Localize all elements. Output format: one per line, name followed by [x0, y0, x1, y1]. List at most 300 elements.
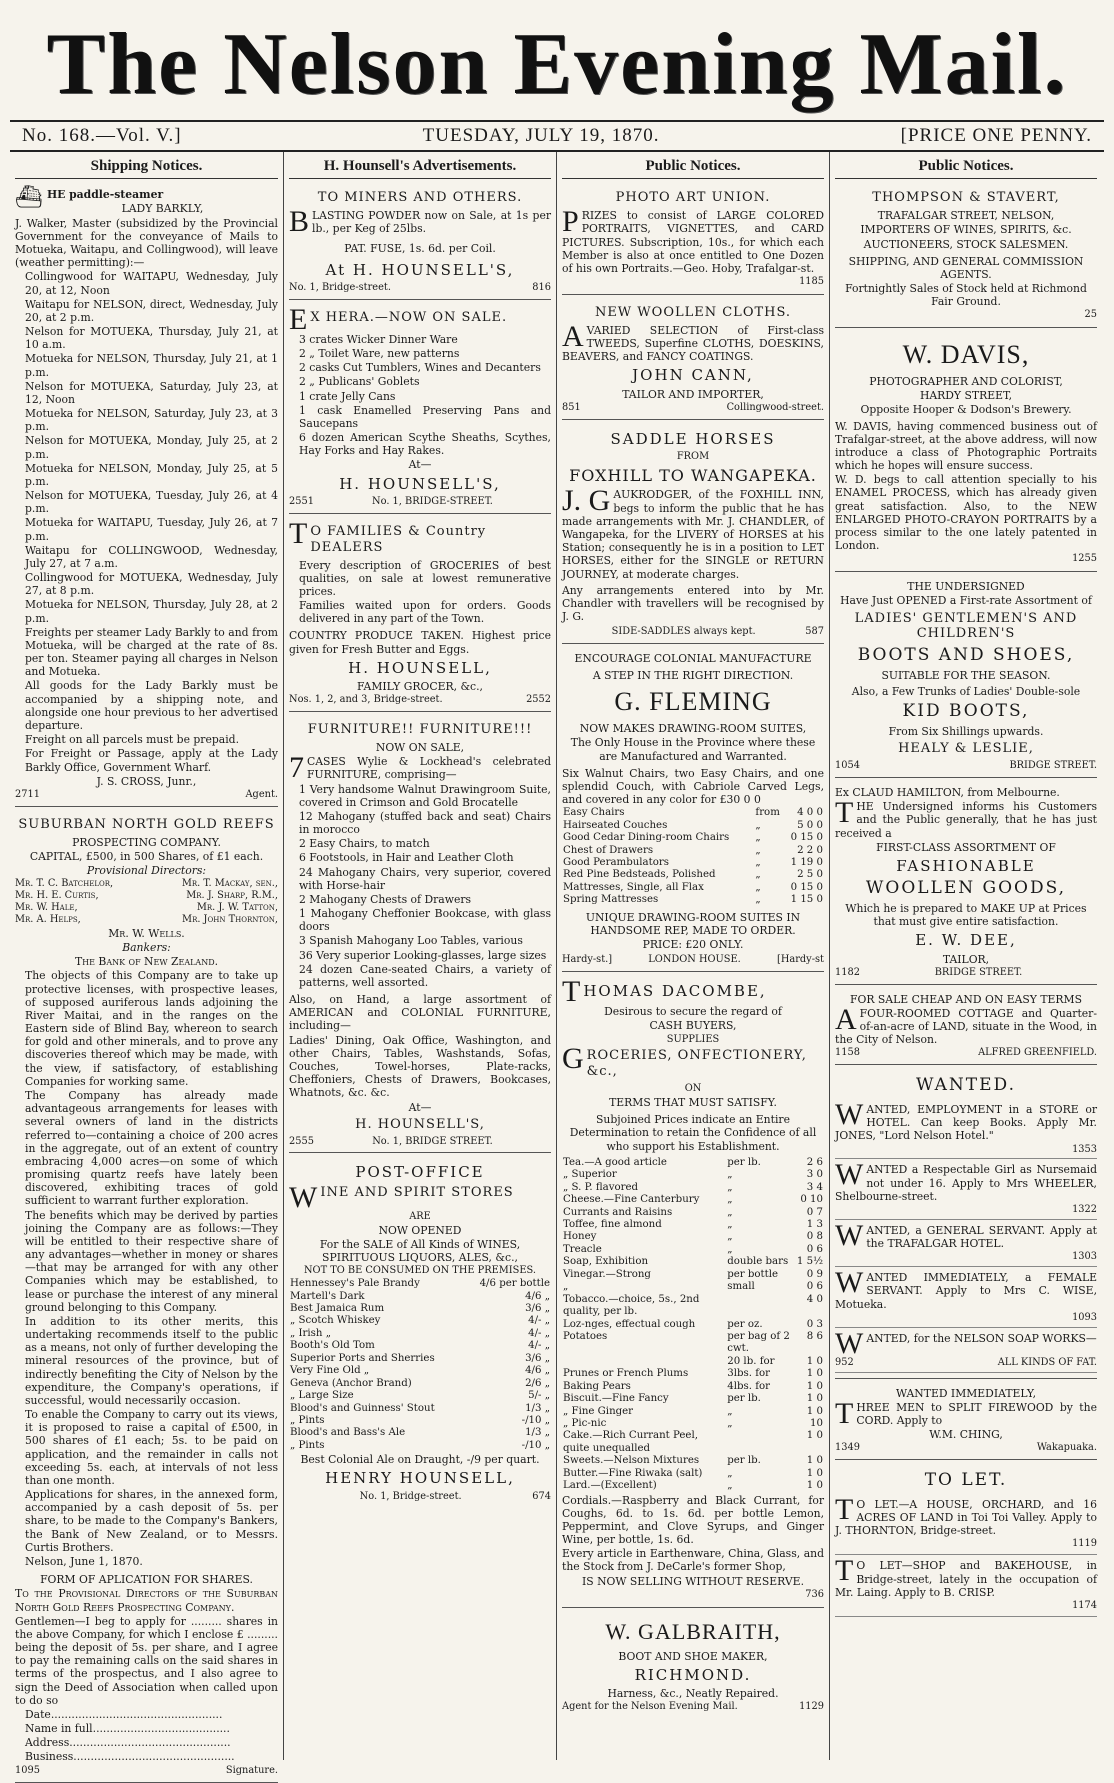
ad-ex-hera: E X HERA.—NOW ON SALE. 3 crates Wicker Dinner Ware 2 „ Toilet Ware, new patterns 2 casks Cut Tumblers, Wines and Decanters 2 „ Publicans' Goblets 1 crate Jelly Cans 1 cask Enamelled Preserving Pans and Saucepans 6 dozen American Scythe Sheaths, Scythes, Hay Forks and Hay Rakes. At— H. HOUNSELL'S, 2551 No. 1, BRIDGE-STREET. — [289, 303, 551, 514]
table-cell: -/10 „ — [521, 1439, 550, 1451]
column-heading: Shipping Notices. — [15, 155, 278, 179]
column-heading: Public Notices. — [562, 155, 824, 179]
shipping-notes — [15, 626, 278, 774]
dacombe-price-row — [562, 1331, 824, 1356]
table-cell: Blood's and Bass's Ale — [290, 1427, 406, 1439]
table-cell: 1 0 — [806, 1405, 823, 1417]
table-cell: Biscuit.—Fine Fancy — [563, 1393, 669, 1405]
ad-ref: 1322 — [1072, 1204, 1097, 1215]
table-cell: 2 5 0 — [797, 869, 823, 881]
table-cell: 5 0 0 — [797, 819, 823, 831]
table-cell: per lb. — [727, 1393, 761, 1405]
table-cell: 4/6 „ — [525, 1290, 550, 1302]
ad-for-sale: FOR SALE CHEAP AND ON EASY TERMS A FOUR-ROOMED COTTAGE and Quarter-of-an-acre of LAND, situate in the Wood, in the City of Nelson. 1158 ALFRED GREENFIELD. — [835, 988, 1097, 1066]
director-name: Mr. W. Hale, — [15, 902, 78, 914]
table-cell: „ — [755, 844, 761, 856]
prospectus-paragraph: The Company has already made advantageous arrangements for leases with several owners of land in the districts referred to—containing a choice of 200 acres in the aggregate, out of an extent of country embracing 4,000 acres—on some of which promising quartz reefs have lately been discovered, exhibiting traces of gold sufficient to warrant further exploration. — [25, 1088, 278, 1208]
table-cell: Best Jamaica Rum — [290, 1303, 385, 1315]
table-cell: „ Pints — [290, 1414, 325, 1426]
sailing-item: Motueka for NELSON, Thursday, July 21, at 1 p.m. — [25, 352, 278, 379]
ad-fleming: ENCOURAGE COLONIAL MANUFACTURE A STEP IN THE RIGHT DIRECTION. G. FLEMING NOW MAKES DRAWING-ROOM SUITES, The Only House in the Province where these are Manufactured and Warranted. Six Walnut Chairs, two Easy Chairs, and one splendid Couch, with Cabriole Carved Legs, and covered in any color for £30 0 0 Easy Chairs from 4 0 0 Hairseated Couches „ 5 0 0 Good Cedar Dining-room Chairs „ 0 15 0 Chest of Drawers „ 2 2 0 Good Perambulators „ 1 19 0 Red Pine Bedsteads, Polished „ 2 5 0 Mattresses, Single, all Flax „ 0 15 0 Spring Mattresses „ 1 15 0 UNIQUE DRAWING-ROOM SUITES IN HANDSOME REP, MADE TO ORDER. PRICE: £20 ONLY. Hardy-st.] LONDON HOUSE. [Hardy-st — [562, 647, 824, 972]
director-name: Mr. A. Helps, — [15, 913, 81, 925]
dacombe-price-row — [562, 1269, 824, 1281]
prospectus-paragraph: The benefits which may be derived by parties joining the Company are as follows:—They will be entitled to their respective share of any advantages—whether in money or shares—that may be arranged for with any other Companies which may be established, to lease or purchase the interest of any mineral ground belonging to this Company. — [25, 1208, 278, 1314]
table-cell: 1 0 — [806, 1467, 823, 1479]
table-cell: „ — [563, 1281, 569, 1293]
table-cell: Baking Pears — [563, 1380, 631, 1392]
table-cell: per oz. — [727, 1318, 763, 1330]
wine-price-row — [289, 1291, 551, 1303]
table-cell: 1 0 — [806, 1480, 823, 1492]
dateline — [10, 122, 1104, 150]
table-cell: „ S. P. flavored — [563, 1181, 639, 1193]
ad-dacombe: T HOMAS DACOMBE, Desirous to secure the regard of CASH BUYERS, SUPPLIES G ROCERIES, ONFECTIONERY, &c., ON TERMS THAT MUST SATISFY. Subjoined Prices indicate an Entire Determination to retain the Confidence of all who support his Establishment. Tea.—A good article per lb. 2 6 „ Superior „ 3 0 „ S. P. flavored „ 3 4 Cheese.—Fine Canterbury „ 0 10 Currants and Raisins „ 0 7 Toffee, fine almond „ 1 3 Honey „ 0 8 Treacle „ 0 6 Soap, Exhibition double bars 1 5½ Vinegar.—Strong per bottle 0 9 „ small 0 6 Tobacco.—choice, 5s., 2nd quality, per lb. 4 0 Loz-nges, effectual cough per oz. 0 3 Potatoes per bag of 2 cwt. 8 6 20 lb. for 1 0 Prunes or French Plums 3lbs. for 1 0 Baking Pears 4lbs. for 1 0 Biscuit.—Fine Fancy per lb. 1 0 „ Fine Ginger „ 1 0 „ Pic-nic „ 10 Cake.—Rich Currant Peel, quite unequalled 1 0 Sweets.—Nelson Mixtures per lb. 1 0 Butter.—Fine Riwaka (salt) „ 1 0 Lard.—(Excellent) „ 1 0 Cordials.—Raspberry and Black Currant, for Coughs, 6d. to 1s. 6d. per bottle Lemon, Peppermint, and Clove Syrups, and Ginger Wine, per bottle, 1s. 6d. Every article in Earthenware, China, Glass, and the Stock from J. DeCarle's former Shop, IS NOW SELLING WITHOUT RESERVE. 736 — [562, 975, 824, 1608]
table-cell: Hennessey's Pale Brandy — [290, 1278, 420, 1290]
table-cell: „ Superior — [563, 1169, 617, 1181]
table-cell: Martell's Dark — [290, 1290, 365, 1302]
director-name: Mr. J. W. Tatton, — [196, 902, 278, 914]
table-cell: 4 0 — [806, 1293, 823, 1305]
dacombe-price-row — [562, 1207, 824, 1219]
furniture-item: 3 Spanish Mahogany Loo Tables, various — [299, 934, 523, 948]
table-cell: per lb. — [727, 1156, 761, 1168]
table-cell: 1 0 — [806, 1355, 823, 1367]
table-cell: 0 10 — [800, 1194, 823, 1206]
shipping-note: Freight on all parcels must be prepaid. — [25, 733, 240, 747]
dacombe-price-row — [562, 1157, 824, 1169]
sailing-item: Nelson for MOTUEKA, Saturday, July 23, at 12, Noon — [25, 379, 278, 406]
ad-gold-reefs: SUBURBAN NORTH GOLD REEFS PROSPECTING COMPANY. CAPITAL, £500, in 500 Shares, of £1 each. Provisional Directors: Mr. T. C. Batchelor, Mr. T. Mackay, sen., Mr. H. E. Curtis, Mr. J. Sharp, R.M., Mr. W. Hale, Mr. J. W. Tatton, Mr. A. Helps, Mr. John Thornton, Mr. W. Wells. Bankers: The Bank of New Zealand. The objects of this Company are to take up protective licenses, with prospective leases, of supposed auriferous lands adjoining the River Maitai, and in the ranges on the Eastern side of Blind Bay, whereon to search for gold and other minerals, and to prove any discoveries thereof which may be made, with the view, if satisfactory, of establishing Companies for working same. The Company has already made advantageous arrangements for leases with several owners of land in the districts referred to—containing a choice of 200 acres in the aggregate, out of an extent of country embracing 4,000 acres—on some of which promising quartz reefs have lately been discovered, exhibiting traces of gold sufficient to warrant further exploration. The benefits which may be derived by parties joining the Company are as follows:—They will be entitled to their respective share of any advantages—whether in money or shares—that may be arranged for with any other Companies which may be established, to lease or purchase the interest of any mineral ground belonging to this Company. In addition to its other merits, this undertaking recommends itself to the public as a means, not only of further developing the mineral resources of the province, but of indirectly benefiting the City of Nelson by the expenditure, the Company's operations, if successful, would necessarily occasion. To enable the Company to carry out its views, it is proposed to raise a capital of £500, in 500 shares of £1 each; 5s. to be paid on application, and the remainder in calls not exceeding 5s. each, at intervals of not less than one month. Applications for shares, in the annexed form, accompanied by a cash deposit of 5s. per share, to be made to the Company's Bankers, the Bank of New Zealand, or to Messrs. Curtis Brothers. Nelson, June 1, 1870. FORM OF APLICATION FOR SHARES. To the Provisional Directors of the Suburban North Gold Reefs Prospecting Company. Gentlemen—I beg to apply for ......... shares in the above Company, for which I enclose £ ......... being the deposit of 5s. per share, and I agree to pay the remaining calls on the said shares in terms of the prospectus, and I also agree to sign the Deed of Association when called upon to do so Date.................................................. Name in full........................................ Address............................................... Business............................................... 1095 Signature. — [15, 810, 278, 1783]
wine-price-row — [289, 1315, 551, 1327]
wanted-body: ANTED, a GENERAL SERVANT. Apply at the TRAFALGAR HOTEL. — [866, 1223, 1097, 1251]
director-name: Mr. John Thornton, — [182, 913, 278, 925]
application-form-fields — [15, 1708, 278, 1764]
wine-price-row — [289, 1390, 551, 1402]
dacombe-price-row — [562, 1480, 824, 1492]
fleming-name: G. FLEMING — [614, 687, 772, 717]
address-part: Hardy-st.] — [562, 954, 613, 966]
table-cell: Red Pine Bedsteads, Polished — [563, 869, 716, 881]
ad-ref: 1303 — [1072, 1251, 1097, 1263]
table-cell: Mattresses, Single, all Flax — [563, 881, 704, 893]
wanted-body: ANTED IMMEDIATELY, a FEMALE SERVANT. Apply to Mrs C. WISE, Motueka. — [835, 1271, 1097, 1311]
dacombe-price-row — [562, 1294, 824, 1319]
steamer-icon: ⛴ — [15, 185, 43, 211]
table-cell: 1/3 „ — [525, 1427, 550, 1439]
ad-wanted-immediately: WANTED IMMEDIATELY, T HREE MEN to SPLIT FIREWOOD by the CORD. Apply to W.M. CHING, 1349 Wakapuaka. — [835, 1382, 1097, 1461]
table-cell: Geneva (Anchor Brand) — [290, 1377, 412, 1389]
table-cell: 0 6 — [806, 1281, 823, 1293]
table-cell: „ — [755, 856, 761, 868]
table-cell: 1 0 — [806, 1455, 823, 1467]
table-cell: Spring Mattresses — [563, 894, 659, 906]
table-cell: 0 7 — [806, 1206, 823, 1218]
table-cell: 4/- „ — [528, 1327, 550, 1339]
table-cell: 0 6 — [806, 1243, 823, 1255]
dacombe-price-row — [562, 1418, 824, 1430]
ad-ref: 1093 — [1072, 1311, 1097, 1323]
director-name: Mr. T. Mackay, sen., — [181, 878, 278, 890]
hera-item: 3 crates Wicker Dinner Ware — [299, 332, 458, 346]
issue-date: TUESDAY, JULY 19, 1870. — [422, 125, 660, 146]
drop-cap: T — [835, 1554, 854, 1588]
table-cell: „ — [727, 1405, 733, 1417]
wanted-body: ANTED a Respectable Girl as Nursemaid not under 16. Apply to Mrs WHEELER, Shelbourne-street. — [835, 1163, 1097, 1203]
table-cell: Superior Ports and Sherries — [290, 1352, 435, 1364]
table-cell: 4/6 „ — [525, 1365, 550, 1377]
hera-item: 6 dozen American Scythe Sheaths, Scythes, Hay Forks and Hay Rakes. — [299, 431, 551, 458]
wanted-tail: ALL KINDS OF FAT. — [997, 1356, 1097, 1368]
column-hounsell — [283, 152, 556, 1760]
wine-price-row — [289, 1278, 551, 1290]
dacombe-price-row — [562, 1169, 824, 1181]
sailing-item: Motueka for WAITAPU, Tuesday, July 26, at 7 p.m. — [25, 516, 278, 543]
hera-item: 2 „ Toilet Ware, new patterns — [299, 347, 460, 361]
table-cell: „ — [727, 1194, 733, 1206]
drop-cap: W — [835, 1218, 864, 1252]
fleming-price-row — [562, 869, 824, 881]
fleming-price-row — [562, 820, 824, 832]
table-cell: Good Cedar Dining-room Chairs — [563, 832, 730, 844]
director-name: Mr. T. C. Batchelor, — [15, 878, 114, 890]
table-cell: 0 15 0 — [790, 832, 823, 844]
dacombe-price-row — [562, 1381, 824, 1393]
table-cell: 4/6 per bottle — [479, 1278, 550, 1290]
wanted-body: ANTED, for the NELSON SOAP WORKS— — [866, 1331, 1097, 1345]
dacombe-price-row — [562, 1468, 824, 1480]
shipping-note: For Freight or Passage, apply at the Lady Barkly Office, Government Wharf. — [25, 747, 278, 774]
table-cell: Booth's Old Tom — [290, 1340, 375, 1352]
form-field: Address............................................... — [25, 1736, 231, 1750]
drop-cap: W — [835, 1158, 864, 1192]
ad-galbraith: W. GALBRAITH, BOOT AND SHOE MAKER, RICHMOND. Harness, &c., Neatly Repaired. Agent for the Nelson Evening Mail. 1129 — [562, 1618, 824, 1713]
wine-price-row — [289, 1440, 551, 1452]
table-cell: Currants and Raisins — [563, 1206, 673, 1218]
table-cell: 0 9 — [806, 1268, 823, 1280]
drop-cap: W — [835, 1266, 864, 1300]
table-cell: 10 — [810, 1418, 823, 1429]
director-row — [15, 878, 278, 890]
furniture-item: 1 Very handsome Walnut Drawingroom Suite, covered in Crimson and Gold Brocatelle — [299, 782, 551, 809]
dacombe-price-row — [562, 1231, 824, 1243]
hera-item: 2 casks Cut Tumblers, Wines and Decanters — [299, 361, 541, 375]
table-cell: 5/- „ — [528, 1390, 550, 1402]
company-prospectus — [15, 969, 278, 1554]
director-list — [15, 878, 278, 926]
sailing-list — [15, 270, 278, 624]
prospectus-paragraph: The objects of this Company are to take up protective licenses, with prospective leases, of supposed auriferous lands adjoining the River Maitai, and in the ranges on the Eastern side of Blind Bay, whereon to search for gold and other minerals, and to prove any discoveries thereof which may be made, with the view, if satisfactory, of establishing Companies for working same. — [25, 969, 278, 1088]
steamer-name: LADY BARKLY, — [121, 202, 204, 216]
column-public-notices-2 — [829, 152, 1102, 1760]
ad-davis: W. DAVIS, PHOTOGRAPHER AND COLORIST, HARDY STREET, Opposite Hooper & Dodson's Brewery. W. DAVIS, having commenced business out of Trafalgar-street, at the above address, will now introduce a class of Photographic Portraits which he hopes will ensure success. W. D. begs to call attention specially to his ENAMEL PROCESS, which has already given great satisfaction. Also, to the NEW ENLARGED PHOTO-CRAYON PORTRAITS by a process similar to the one lately patented in London. 1255 — [835, 331, 1097, 572]
table-cell: „ Scotch Whiskey — [290, 1315, 381, 1327]
issue-price: [PRICE ONE PENNY. — [900, 125, 1092, 146]
wanted-body: ANTED, EMPLOYMENT in a STORE or HOTEL. Can keep Books. Apply Mr. JONES, "Lord Nelson Hotel." — [835, 1103, 1097, 1143]
dacombe-price-row — [562, 1182, 824, 1194]
sailing-item: Nelson for MOTUEKA, Thursday, July 21, at 10 a.m. — [25, 325, 278, 352]
ad-wanted: WANTED. W ANTED, EMPLOYMENT in a STORE or HOTEL. Can keep Books. Apply Mr. JONES, "Lord Nelson Hotel." 1353 W ANTED a Respectable Girl as Nursemaid not under 16. Apply to Mrs WHEELER, Shelbourne-street. 1322 W ANTED, a GENERAL SERVANT. Apply at the TRAFALGAR HOTEL. 1303 W ANTED IMMEDIATELY, a FEMALE SERVANT. Apply to Mrs C. WISE, Motueka. 1093 W ANTED, for the NELSON SOAP WORKS— 952 ALL KINDS OF FAT. — [835, 1068, 1097, 1378]
wanted-footer — [835, 1357, 1097, 1369]
table-cell: „ — [755, 832, 761, 844]
form-field: Name in full........................................ — [25, 1722, 230, 1736]
table-cell: 1 0 — [806, 1368, 823, 1380]
table-cell: „ Pints — [290, 1439, 325, 1451]
table-cell: 3/6 „ — [525, 1352, 550, 1364]
issue-number: No. 168.—Vol. V.] — [22, 125, 182, 146]
sailing-item: Motueka for NELSON, Saturday, July 23, at 3 p.m. — [25, 407, 278, 434]
fleming-price-row — [562, 832, 824, 844]
table-cell: „ — [755, 819, 761, 831]
column-heading: H. Hounsell's Advertisements. — [289, 155, 551, 179]
prospectus-paragraph: To enable the Company to carry out its views, it is proposed to raise a capital of £500, in 500 shares of £1 each; 5s. to be paid on application, and the remainder in calls not exceeding 5s. each, at intervals of not less than one month. — [25, 1408, 278, 1487]
table-cell: „ — [727, 1206, 733, 1218]
wine-price-row — [289, 1328, 551, 1340]
column-shipping — [10, 152, 283, 1776]
sailing-item: Motueka for NELSON, Monday, July 25, at 5 p.m. — [25, 461, 278, 488]
table-cell: „ — [727, 1169, 733, 1181]
fleming-price-row — [562, 857, 824, 869]
drop-cap: W — [835, 1326, 864, 1360]
fleming-price-row — [562, 882, 824, 894]
wine-price-row — [289, 1340, 551, 1352]
table-cell: -/10 „ — [521, 1414, 550, 1426]
table-cell: 4/- „ — [528, 1315, 550, 1327]
table-cell: 0 8 — [806, 1231, 823, 1243]
sailing-item: Motueka for NELSON, Thursday, July 28, at 2 p.m. — [25, 598, 278, 625]
company-title: SUBURBAN NORTH GOLD REEFS — [18, 816, 275, 832]
table-cell: 1 19 0 — [790, 856, 823, 868]
table-cell: 3lbs. for — [727, 1368, 770, 1380]
table-cell: double bars — [727, 1256, 789, 1268]
table-cell: 4/- „ — [528, 1340, 550, 1352]
table-cell: 1 0 — [806, 1393, 823, 1405]
newspaper-page — [10, 8, 1104, 1776]
table-cell: 4 0 0 — [797, 807, 823, 819]
to-let-list — [835, 1494, 1097, 1617]
table-cell — [726, 1294, 796, 1319]
sailing-item: Waitapu for COLLINGWOOD, Wednesday, July 27, at 7 a.m. — [25, 543, 278, 570]
dacombe-price-row — [562, 1281, 824, 1293]
hera-item-list — [289, 333, 551, 458]
ad-families: T O FAMILIES & Country DEALERS Every description of GROCERIES of best qualities, on sale at lowest remunerative prices. Families waited upon for orders. Goods delivered in any part of the Town. COUNTRY PRODUCE TAKEN. Highest price given for Fresh Butter and Eggs. H. HOUNSELL, FAMILY GROCER, &c., Nos. 1, 2, and 3, Bridge-street. 2552 — [289, 517, 551, 712]
table-cell — [726, 1430, 796, 1455]
sailing-item: Collingwood for WAITAPU, Wednesday, July 20, at 12, Noon — [25, 270, 278, 297]
wine-price-row — [289, 1303, 551, 1315]
table-cell: Potatoes — [563, 1330, 608, 1342]
table-cell: 1 0 — [806, 1380, 823, 1392]
address-part: [Hardy-st — [777, 954, 824, 966]
table-cell: Honey — [563, 1231, 597, 1243]
dacombe-price-row — [562, 1455, 824, 1467]
wanted-item — [835, 1220, 1097, 1267]
dacombe-price-row — [562, 1368, 824, 1380]
sailing-item: Waitapu for NELSON, direct, Wednesday, July 20, at 2 p.m. — [25, 297, 278, 324]
wine-price-row — [289, 1415, 551, 1427]
table-cell — [562, 1356, 726, 1368]
table-cell: „ — [727, 1418, 733, 1429]
table-cell: 4lbs. for — [727, 1380, 770, 1392]
sailing-item: Collingwood for MOTUEKA, Wednesday, July 27, at 8 p.m. — [25, 571, 278, 598]
dacombe-price-row — [562, 1406, 824, 1418]
wanted-footer — [835, 1251, 1097, 1263]
furniture-item: 24 dozen Cane-seated Chairs, a variety of patterns, well assorted. — [299, 962, 551, 989]
table-cell: per bag of 2 cwt. — [727, 1330, 790, 1355]
table-cell: 0 3 — [806, 1318, 823, 1330]
furniture-item: 1 Mahogany Cheffonier Bookcase, with glass doors — [299, 907, 551, 934]
dacombe-price-row — [562, 1319, 824, 1331]
table-cell: „ — [727, 1467, 733, 1479]
table-cell: small — [727, 1281, 755, 1293]
ad-wine-stores: POST-OFFICE W INE AND SPIRIT STORES ARE NOW OPENED For the SALE of All Kinds of WINES, SPIRITUOUS LIQUORS, ALES, &c., NOT TO BE CONSUMED ON THE PREMISES. Hennessey's Pale Brandy 4/6 per bottle Martell's Dark 4/6 „ Best Jamaica Rum 3/6 „ „ Scotch Whiskey 4/- „ „ Irish „ 4/- „ Booth's Old Tom 4/- „ Superior Ports and Sherries 3/6 „ Very Fine Old „ 4/6 „ Geneva (Anchor Brand) 2/6 „ „ Large Size 5/- „ Blood's and Guinness' Stout 1/3 „ „ Pints -/10 „ Blood's and Bass's Ale 1/3 „ „ Pints -/10 „ Best Colonial Ale on Draught, -/9 per quart. HENRY HOUNSELL, No. 1, Bridge-street. 674 — [289, 1163, 551, 1502]
table-cell: Lard.—(Excellent) — [563, 1480, 657, 1492]
table-cell: „ — [727, 1243, 733, 1255]
table-cell: „ Large Size — [290, 1390, 354, 1402]
furniture-item: 2 Easy Chairs, to match — [299, 837, 430, 851]
wanted-item — [835, 1328, 1097, 1373]
wanted-item — [835, 1267, 1097, 1327]
table-cell: 3 4 — [806, 1181, 823, 1193]
dacombe-price-row — [562, 1256, 824, 1268]
drop-cap: W — [835, 1098, 864, 1132]
furniture-item: 24 Mahogany Chairs, very superior, covered with Horse-hair — [299, 865, 551, 892]
table-cell: per lb. — [727, 1455, 761, 1467]
ad-furniture: FURNITURE!! FURNITURE!!! NOW ON SALE, 7 CASES Wylie & Lockhead's celebrated FURNITURE, comprising— 1 Very handsome Walnut Drawingroom Suite, covered in Crimson and Gold Brocatelle 12 Mahogany (stuffed back and seat) Chairs in morocco 2 Easy Chairs, to match 6 Footstools, in Hair and Leather Cloth 24 Mahogany Chairs, very superior, covered with Horse-hair 2 Mahogany Chests of Drawers 1 Mahogany Cheffonier Bookcase, with glass doors 3 Spanish Mahogany Loo Tables, various 36 Very superior Looking-glasses, large sizes 24 dozen Cane-seated Chairs, a variety of patterns, well assorted. Also, on Hand, a large assortment of AMERICAN and COLONIAL FURNITURE, including— Ladies' Dining, Oak Office, Washington, and other Chairs, Tables, Washstands, Sofas, Couches, Towel-horses, Plate-racks, Cheffoniers, Chests of Drawers, Bookcases, Whatnots, &c. &c. At— H. HOUNSELL'S, 2555 No. 1, BRIDGE STREET. — [289, 715, 551, 1153]
table-cell: Sweets.—Nelson Mixtures — [563, 1455, 700, 1467]
table-cell: per bottle — [727, 1268, 779, 1280]
wine-price-row — [289, 1365, 551, 1377]
ad-lady-barkly: ⛴ HE paddle-steamer LADY BARKLY, J. Walker, Master (subsidized by the Provincial Government for the conveyance of Mails to Motueka, Waitapu, and Collingwood), will leave (weather permitting):— Collingwood for WAITAPU, Wednesday, July 20, at 12, Noon Waitapu for NELSON, direct, Wednesday, July 20, at 2 p.m. Nelson for MOTUEKA, Thursday, July 21, at 10 a.m. Motueka for NELSON, Thursday, July 21, at 1 p.m. Nelson for MOTUEKA, Saturday, July 23, at 12, Noon Motueka for NELSON, Saturday, July 23, at 3 p.m. Nelson for MOTUEKA, Monday, July 25, at 2 p.m. Motueka for NELSON, Monday, July 25, at 5 p.m. Nelson for MOTUEKA, Tuesday, July 26, at 4 p.m. Motueka for WAITAPU, Tuesday, July 26, at 7 p.m. Waitapu for COLLINGWOOD, Wednesday, July 27, at 7 a.m. Collingwood for MOTUEKA, Wednesday, July 27, at 8 p.m. Motueka for NELSON, Thursday, July 28, at 2 p.m. Freights per steamer Lady Barkly to and from Motueka, will be charged at the rate of 8s. per ton. Steamer paying all charges in Nelson and Motueka. All goods for the Lady Barkly must be accompanied by a shipping note, and alongside one hour previous to her advertised departure. Freight on all parcels must be prepaid. For Freight or Passage, apply at the Lady Barkly Office, Government Wharf. J. S. CROSS, Junr., 2711 Agent. — [15, 183, 278, 807]
ad-ref: 2711 — [15, 788, 40, 800]
ad-woollen-cloths: NEW WOOLLEN CLOTHS. A VARIED SELECTION of First-class TWEEDS, Superfine CLOTHS, DOESKINS, BEAVERS, and FANCY COATINGS. JOHN CANN, TAILOR AND IMPORTER, 851 Collingwood-street. — [562, 298, 824, 420]
table-cell: Tobacco.—choice, 5s., 2nd quality, per lb. — [563, 1293, 700, 1318]
prospectus-paragraph: In addition to its other merits, this undertaking recommends itself to the public as a means, not only of further developing the mineral resources of the province, but of indirectly benefiting the City of Nelson by the expenditure, the Company's operations, if successful, would necessarily occasion. — [25, 1314, 278, 1407]
table-cell: „ — [755, 869, 761, 881]
table-cell: 2/6 „ — [525, 1377, 550, 1389]
table-cell: Loz-nges, effectual cough — [563, 1318, 696, 1330]
furniture-item: 12 Mahogany (stuffed back and seat) Chairs in morocco — [299, 809, 551, 837]
furniture-item: 6 Footstools, in Hair and Leather Cloth — [299, 851, 514, 865]
dacombe-price-row — [562, 1219, 824, 1231]
fleming-price-row — [562, 807, 824, 819]
hera-item: 1 cask Enamelled Preserving Pans and Saucepans — [299, 403, 551, 430]
table-cell: Hairseated Couches — [563, 819, 668, 831]
table-cell: Tea.—A good article — [563, 1156, 667, 1168]
fleming-price-table — [562, 807, 824, 907]
director-name: Mr. J. Sharp, R.M., — [186, 890, 278, 902]
table-cell: „ — [727, 1480, 733, 1492]
drop-cap: T — [835, 1492, 854, 1526]
table-cell: 1 5½ — [796, 1256, 823, 1268]
table-cell: 1 15 0 — [790, 894, 823, 906]
address-part: LONDON HOUSE. — [648, 954, 741, 966]
sailing-item: Nelson for MOTUEKA, Monday, July 25, at 2 p.m. — [25, 434, 278, 461]
dacombe-price-row — [562, 1194, 824, 1206]
table-cell: Cheese.—Fine Canterbury — [563, 1194, 700, 1206]
table-cell: 8 6 — [806, 1330, 823, 1342]
dacombe-price-row — [562, 1430, 824, 1455]
table-cell: „ — [727, 1219, 733, 1230]
wine-price-row — [289, 1353, 551, 1365]
ad-to-let: TO LET. T O LET.—A HOUSE, ORCHARD, and 16 ACRES OF LAND in Toi Toi Valley. Apply to J. THORNTON, Bridge-street. 1119 T O LET—SHOP and BAKEHOUSE, in Bridge-street, lately in the occupation of Mr. Laing. Apply to B. CRISP. 1174 — [835, 1463, 1097, 1622]
table-cell: Good Perambulators — [563, 856, 669, 868]
ad-saddle-horses: SADDLE HORSES FROM FOXHILL TO WANGAPEKA. J. G AUKRODGER, of the FOXHILL INN, begs to inform the public that he has made arrangements with Mr. J. CHANDLER, of Wangapeka, for the LIVERY of HORSES at his Station; consequently he is in a position to LET HORSES, either for the SINGLE or RETURN JOURNEY, at moderate charges. Any arrangements entered into by Mr. Chandler with travellers will be recognised by J. G. SIDE-SADDLES always kept. 587 — [562, 423, 824, 644]
table-cell: Treacle — [563, 1243, 602, 1255]
table-cell: 0 15 0 — [790, 881, 823, 893]
form-field: Business............................................... — [25, 1750, 235, 1764]
table-cell: from — [755, 807, 780, 819]
wine-price-row — [289, 1403, 551, 1415]
table-cell: Toffee, fine almond — [563, 1219, 662, 1230]
shipping-note: All goods for the Lady Barkly must be accompanied by a shipping note, and alongside one hour previous to her advertised departure. — [25, 679, 278, 732]
fleming-price-row — [562, 894, 824, 906]
dacombe-price-row — [562, 1356, 824, 1368]
table-cell: 1/3 „ — [525, 1402, 550, 1414]
table-cell: „ Pic-nic — [563, 1418, 607, 1429]
ad-ref: 1119 — [1072, 1538, 1097, 1550]
director-name: Mr. H. E. Curtis, — [15, 890, 99, 902]
table-cell: „ — [727, 1231, 733, 1243]
table-cell: „ Fine Ginger — [563, 1405, 634, 1417]
table-cell: Very Fine Old „ — [290, 1365, 370, 1377]
table-cell: „ — [755, 894, 761, 906]
families-line: Families waited upon for orders. Goods delivered in any part of the Town. — [299, 599, 551, 626]
wanted-footer — [835, 1144, 1097, 1156]
ad-ref: 1174 — [1072, 1599, 1097, 1611]
to-let-body: O LET.—A HOUSE, ORCHARD, and 16 ACRES OF LAND in Toi Toi Valley. Apply to J. THORNTON, Bridge-street. — [835, 1497, 1097, 1538]
ad-thompson-stavert: THOMPSON & STAVERT, TRAFALGAR STREET, NELSON, IMPORTERS OF WINES, SPIRITS, &c. AUCTIONEERS, STOCK SALESMEN. SHIPPING, AND GENERAL COMMISSION AGENTS. Fortnightly Sales of Stock held at Richmond Fair Ground. 25 — [835, 183, 1097, 328]
director-row — [15, 914, 278, 926]
hera-item: 1 crate Jelly Cans — [299, 389, 396, 403]
ad-dee: Ex CLAUD HAMILTON, from Melbourne. T HE Undersigned informs his Customers and the Public generally, that he has just received a FIRST-CLASS ASSORTMENT OF FASHIONABLE WOOLLEN GOODS, Which he is prepared to MAKE UP at Prices that must give entire satisfaction. E. W. DEE, TAILOR, 1182 BRIDGE STREET. — [835, 781, 1097, 985]
wine-price-row — [289, 1378, 551, 1390]
ad-ref: 1353 — [1072, 1143, 1097, 1155]
table-cell: 3/6 „ — [525, 1303, 550, 1315]
dacombe-price-table — [562, 1157, 824, 1493]
table-cell: 3 0 — [806, 1169, 823, 1181]
table-cell: Soap, Exhibition — [563, 1256, 649, 1268]
table-cell: 1 3 — [806, 1219, 823, 1230]
table-cell: „ Irish „ — [290, 1327, 331, 1339]
to-let-item — [835, 1494, 1097, 1555]
table-cell: Easy Chairs — [563, 807, 625, 819]
wanted-item — [835, 1099, 1097, 1159]
furniture-item: 36 Very superior Looking-glasses, large sizes — [299, 948, 547, 962]
column-heading: Public Notices. — [835, 155, 1097, 179]
director-row — [15, 890, 278, 902]
wanted-list — [835, 1099, 1097, 1373]
wine-price-table — [289, 1278, 551, 1452]
table-cell: „ — [755, 881, 761, 893]
table-cell: 1 0 — [806, 1430, 823, 1442]
shipping-note: Freights per steamer Lady Barkly to and from Motueka, will be charged at the rate of 8s. per ton. Steamer paying all charges in Nelson and Motueka. — [25, 625, 278, 679]
table-cell: 20 lb. for — [727, 1355, 775, 1367]
form-field: Date.................................................. — [25, 1707, 223, 1721]
ad-photo-art-union: PHOTO ART UNION. P RIZES to consist of LARGE COLORED PORTRAITS, VIGNETTES, and CARD PICTURES. Subscription, 10s., for which each Member is also at once entitled to One Dozen of his own Portraits.—Geo. Hoby, Trafalgar-st. 1185 — [562, 183, 824, 295]
ad-miners: TO MINERS AND OTHERS. B LASTING POWDER now on Sale, at 1s per lb., per Keg of 25lbs. PAT. FUSE, 1s. 6d. per Coil. At H. HOUNSELL'S, No. 1, Bridge-street. 816 — [289, 183, 551, 300]
table-cell: Chest of Drawers — [563, 844, 654, 856]
table-cell: Blood's and Guinness' Stout — [290, 1402, 435, 1414]
sailing-item: Nelson for MOTUEKA, Tuesday, July 26, at 4 p.m. — [25, 489, 278, 516]
table-cell: Cake.—Rich Currant Peel, quite unequalled — [563, 1430, 698, 1454]
ad-ref: 952 — [835, 1356, 854, 1368]
table-cell: Butter.—Fine Riwaka (salt) — [563, 1467, 703, 1479]
wine-price-row — [289, 1427, 551, 1439]
prospectus-paragraph: Applications for shares, in the annexed form, accompanied by a cash deposit of 5s. per share, to be made to the Company's Bankers, the Bank of New Zealand, or to Messrs. Curtis Brothers. — [25, 1488, 278, 1554]
table-cell: Vinegar.—Strong — [563, 1268, 651, 1280]
dacombe-price-row — [562, 1393, 824, 1405]
families-line: Every description of GROCERIES of best qualities, on sale at lowest remunerative prices. — [299, 558, 551, 598]
wanted-footer — [835, 1312, 1097, 1324]
